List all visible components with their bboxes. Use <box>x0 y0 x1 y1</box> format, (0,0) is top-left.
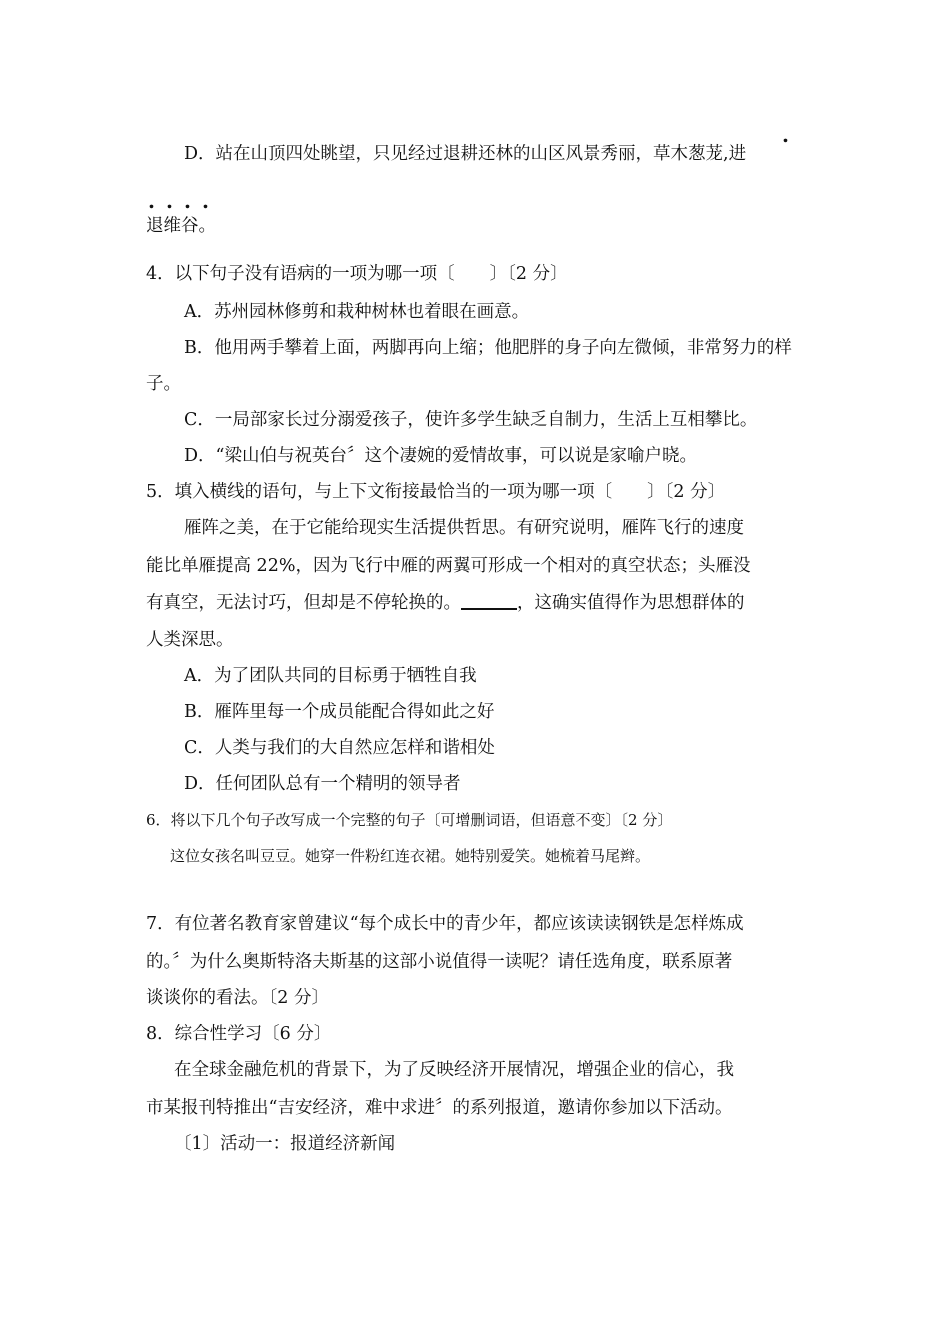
q4-option-b-line1: B．他用两手攀着上面，两脚再向上缩；他肥胖的身子向左微倾，非常努力的样 <box>184 338 792 358</box>
q5-passage-line3 <box>146 591 745 615</box>
q7-line1: 7．有位著名教育家曾建议“每个成长中的青少年，都应该读读钢铁是怎样炼成 <box>146 914 744 934</box>
emphasis-dot: . <box>782 123 789 147</box>
q4-option-d: D．“梁山伯与祝英台〞这个凄婉的爱情故事，可以说是家喻户晓。 <box>184 446 697 466</box>
q8-stem: 8．综合性学习〔6 分〕 <box>146 1024 332 1044</box>
emphasis-dot: . <box>166 189 173 213</box>
q8-activity-1: 〔1〕活动一：报道经济新闻 <box>174 1134 396 1154</box>
q8-passage-line2: 市某报刊特推出“吉安经济，难中求进〞的系列报道，邀请你参加以下活动。 <box>146 1098 733 1118</box>
q3-option-d-line2: 退维谷。 <box>146 216 216 236</box>
q5-option-b: B．雁阵里每一个成员能配合得如此之好 <box>184 702 495 722</box>
q7-line3: 谈谈你的看法。〔2 分〕 <box>146 988 329 1008</box>
q3-option-d-line1: D．站在山顶四处眺望，只见经过退耕还林的山区风景秀丽，草木葱茏,进 <box>184 144 747 164</box>
q5-stem: 5．填入横线的语句，与上下文衔接最恰当的一项为哪一项〔 〕〔2 分〕 <box>146 482 726 502</box>
q8-passage-line1: 在全球金融危机的背景下，为了反映经济开展情况，增强企业的信心，我 <box>174 1060 734 1080</box>
q5-option-d: D．任何团队总有一个精明的领导者 <box>184 774 461 794</box>
q4-stem: 4．以下句子没有语病的一项为哪一项〔 〕〔2 分〕 <box>146 264 568 284</box>
q4-option-c: C．一局部家长过分溺爱孩子，使许多学生缺乏自制力，生活上互相攀比。 <box>184 410 758 430</box>
q4-option-b-line2: 子。 <box>146 374 181 394</box>
q4-option-a: A．苏州园林修剪和栽种树林也着眼在画意。 <box>184 302 530 322</box>
q6-text: 这位女孩名叫豆豆。她穿一件粉红连衣裙。她特别爱笑。她梳着马尾辫。 <box>170 847 651 865</box>
q5-option-a: A．为了团队共同的目标勇于牺牲自我 <box>184 666 477 686</box>
q5-passage-line3-start: 有真空，无法讨巧，但却是不停轮换的。 <box>146 593 461 613</box>
q6-stem: 6．将以下几个句子改写成一个完整的句子〔可增删词语，但语意不变〕〔2 分〕 <box>146 811 673 829</box>
emphasis-dot: . <box>184 189 191 213</box>
fill-blank <box>461 592 517 610</box>
q5-passage-line2: 能比单雁提高 22%，因为飞行中雁的两翼可形成一个相对的真空状态；头雁没 <box>146 556 751 576</box>
emphasis-dot: . <box>148 189 155 213</box>
q7-line2: 的。〞为什么奥斯特洛夫斯基的这部小说值得一读呢？请任选角度，联系原著 <box>146 952 733 972</box>
q5-passage-line1: 雁阵之美，在于它能给现实生活提供哲思。有研究说明，雁阵飞行的速度 <box>184 518 744 538</box>
q5-passage-line3-end: ，这确实值得作为思想群体的 <box>517 593 745 613</box>
q5-passage-line4: 人类深思。 <box>146 630 234 650</box>
emphasis-dot: . <box>202 189 209 213</box>
q5-option-c: C．人类与我们的大自然应怎样和谐相处 <box>184 738 495 758</box>
